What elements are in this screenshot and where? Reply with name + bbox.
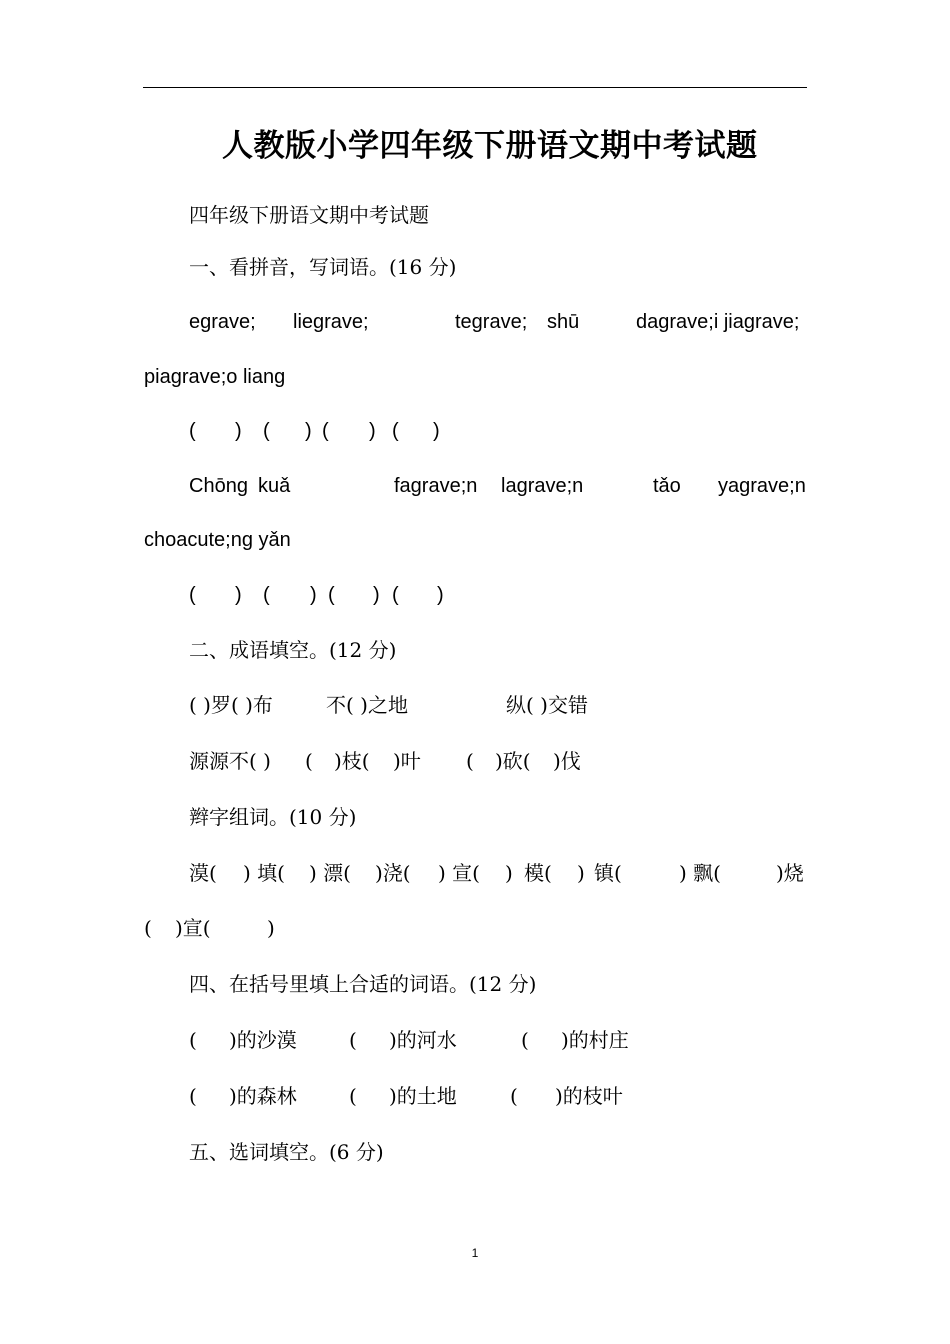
document-title: 人教版小学四年级下册语文期中考试题 [222,128,758,164]
blank-open: ( [349,1084,357,1108]
fill-row-1 [0,1025,950,1055]
fill-item: )的土地 [389,1084,457,1108]
blank-open: ( [189,1084,197,1108]
word-item: ) 漂( [309,861,351,885]
pinyin-item: egrave; [189,311,256,333]
word-item: ) [267,916,275,940]
pinyin-item: kuǎ [258,475,291,497]
pinyin-row-1 [0,307,950,337]
idiom-item: 不( )之地 [326,693,408,717]
fill-row-2 [0,1081,950,1111]
word-item: ) 飘( [679,861,721,885]
blank-close: ) [437,584,444,606]
idiom-fragment: )砍( [495,749,531,773]
pinyin-row-1-wrap: piagrave;o liang [144,366,286,388]
blank-open: ( [189,584,196,606]
idiom-fragment: )伐 [553,749,581,773]
section3-heading: 辫字组词。(10 分) [189,805,357,829]
fill-item: )的森林 [229,1084,297,1108]
blank-open: ( [263,584,270,606]
word-item: ) 宣( [438,861,480,885]
idiom-item: ( )罗( )布 [189,693,273,717]
pinyin-item: fagrave;n [394,475,478,497]
word-item: )浇( [375,861,411,885]
section2-heading: 二、成语填空。(12 分) [189,638,397,662]
blank-close: ) [310,584,317,606]
pinyin-row-2-wrap: choacute;ng yǎn [144,529,291,551]
word-item: 漠( [189,861,217,885]
blank-close: ) [373,584,380,606]
blank-open: ( [322,420,329,442]
section5-heading: 五、选词填空。(6 分) [189,1140,384,1164]
idiom-fragment: ( [466,749,474,773]
word-item: ( [144,916,152,940]
blank-open: ( [189,1028,197,1052]
pinyin-item: shū [547,311,580,333]
blank-open: ( [392,584,399,606]
word-item: ) [505,861,513,885]
fill-item: )的河水 [389,1028,457,1052]
blank-close: ) [305,420,312,442]
idiom-fragment: ( [305,749,313,773]
pinyin-row-2 [0,471,950,501]
header-rule [143,87,807,88]
pinyin-item: tǎo [653,475,681,497]
blank-open: ( [263,420,270,442]
word-item: 模( [524,861,552,885]
word-item: ) [577,861,585,885]
idiom-fragment: )枝( [334,749,370,773]
blank-open: ( [521,1028,529,1052]
word-item: 镇( [594,861,622,885]
idiom-item: 源源不( ) [189,749,271,773]
blank-open: ( [189,420,196,442]
idiom-row-1 [0,690,950,720]
idiom-fragment: )叶 [393,749,421,773]
pinyin-item: yagrave;n [718,475,806,497]
pinyin-item: tegrave; [455,311,528,333]
document-subtitle: 四年级下册语文期中考试题 [189,203,429,227]
fill-item: )的村庄 [561,1028,629,1052]
pinyin-item: Chōng [189,475,248,497]
blank-open: ( [349,1028,357,1052]
fill-item: )的沙漠 [229,1028,297,1052]
fill-item: )的枝叶 [555,1084,623,1108]
blank-close: ) [235,584,242,606]
pinyin-item: liegrave; [293,311,369,333]
word-item: )烧 [776,861,804,885]
word-item: ) 填( [243,861,285,885]
idiom-row-2 [0,746,950,776]
idiom-item: 纵( )交错 [506,693,588,717]
blank-open: ( [328,584,335,606]
blank-close: ) [369,420,376,442]
answer-blanks-row-1 [0,416,950,446]
section1-heading: 一、看拼音，写词语。(16 分) [189,255,457,279]
blank-close: ) [235,420,242,442]
page-number: 1 [471,1246,479,1260]
pinyin-item: dagrave;i jiagrave; [636,311,800,333]
blank-open: ( [510,1084,518,1108]
section4-heading: 四、在括号里填上合适的词语。(12 分) [189,972,537,996]
word-group-row-wrap [0,913,950,943]
blank-close: ) [433,420,440,442]
blank-open: ( [392,420,399,442]
answer-blanks-row-2 [0,580,950,610]
pinyin-item: lagrave;n [501,475,584,497]
word-group-row [0,858,950,888]
word-item: )宣( [175,916,211,940]
